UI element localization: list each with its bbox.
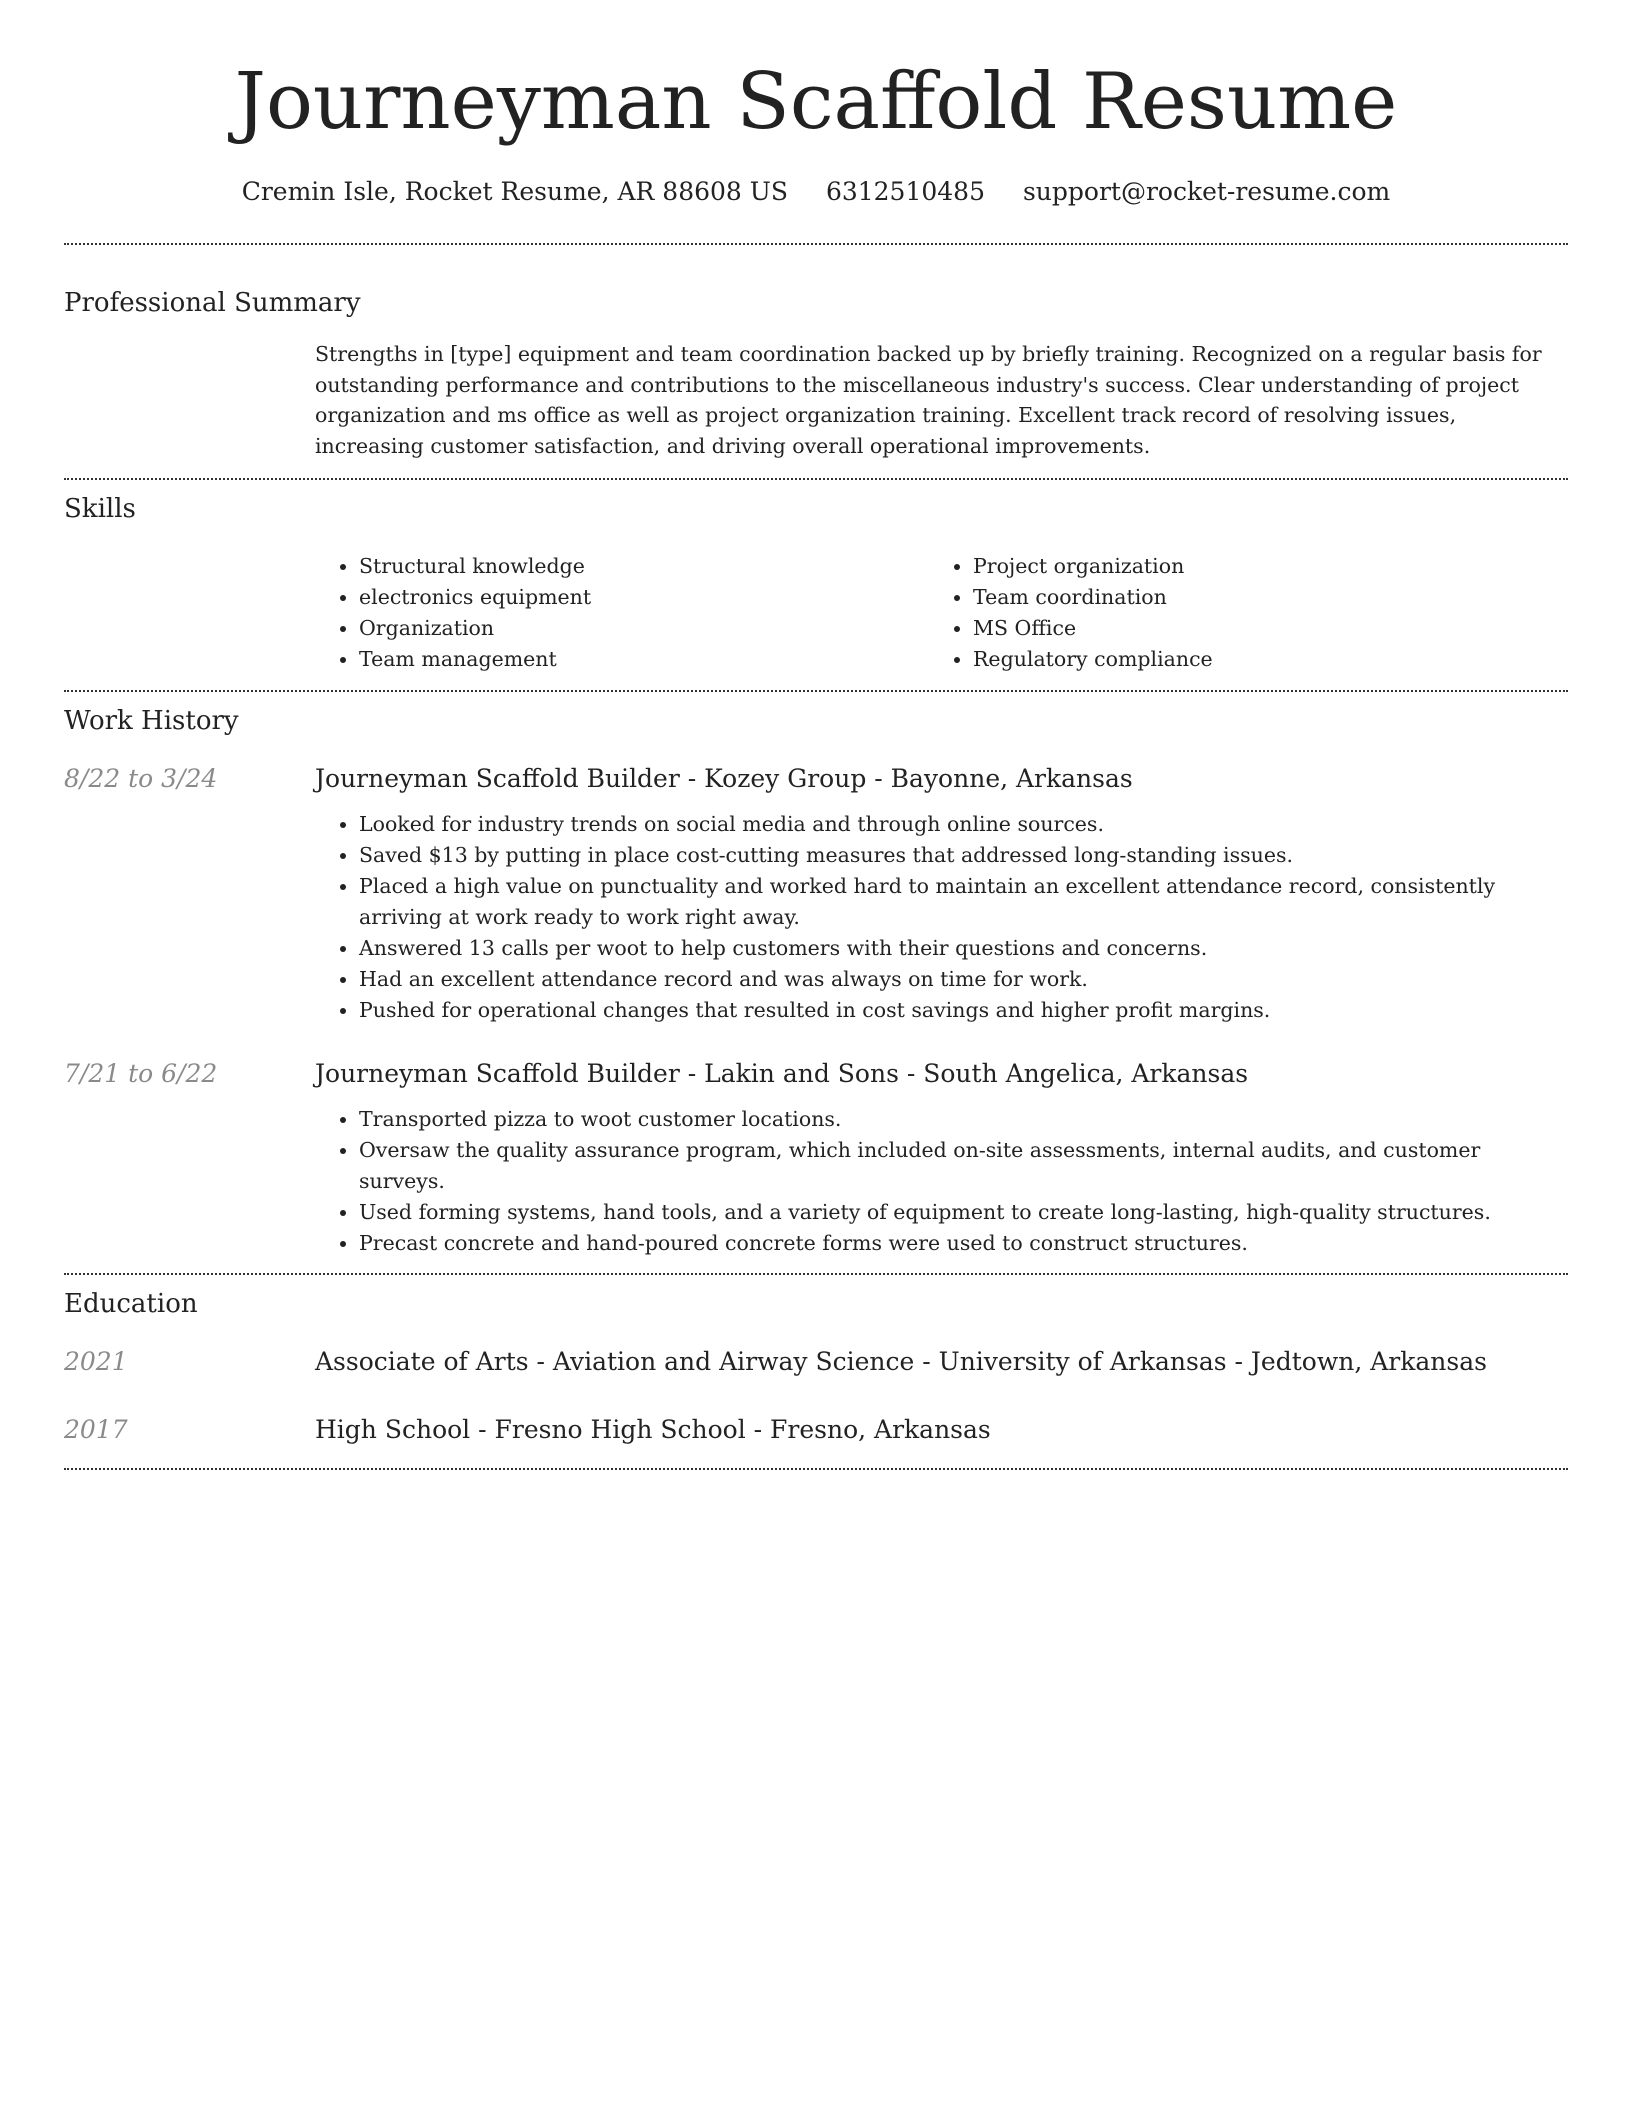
- skills-title: Skills: [64, 494, 136, 524]
- skills-list: [315, 551, 1568, 675]
- job-dates: 8/22 to 3/24: [64, 764, 218, 793]
- job-bullet: • Used forming systems, hand tools, and a variety of equipment to create long-lasting, high-quality structures.: [359, 1197, 1568, 1228]
- job-bullets: [315, 809, 1568, 1026]
- skill-item: • Team management: [359, 644, 929, 675]
- education-year: 2021: [64, 1347, 128, 1376]
- job-bullet: • Placed a high value on punctuality and worked hard to maintain an excellent attendance record, consistently arriving at work ready to work right away.: [359, 871, 1568, 933]
- job-entry: [64, 1056, 1568, 1259]
- section-divider: [64, 690, 1568, 692]
- job-bullet: • Oversaw the quality assurance program, which included on-site assessments, internal audits, and customer surveys.: [359, 1135, 1568, 1197]
- job-bullet: • Pushed for operational changes that resulted in cost savings and higher profit margins.: [359, 995, 1568, 1026]
- job-bullet: • Saved $13 by putting in place cost-cutting measures that addressed long-standing issues.: [359, 840, 1568, 871]
- education-entry: [64, 1412, 1568, 1448]
- skill-item: • MS Office: [973, 613, 1543, 644]
- skill-item: • Project organization: [973, 551, 1543, 582]
- education-title: Education: [64, 1289, 198, 1319]
- education-heading: Associate of Arts - Aviation and Airway Science - University of Arkansas - Jedtown, Arkansas: [315, 1347, 1487, 1376]
- work-history-title: Work History: [64, 706, 239, 736]
- skills-column-right: [929, 551, 1543, 675]
- summary-title: Professional Summary: [64, 288, 361, 318]
- job-bullet: • Looked for industry trends on social media and through online sources.: [359, 809, 1568, 840]
- education-body: [315, 1344, 1568, 1380]
- summary-section: [64, 285, 1568, 461]
- job-bullet: • Answered 13 calls per woot to help customers with their questions and concerns.: [359, 933, 1568, 964]
- contact-email: support@rocket-resume.com: [1022, 177, 1391, 206]
- summary-text: Strengths in [type] equipment and team coordination backed up by briefly training. Recognized on a regular basis for outstanding performance and contributions to the miscellaneous industry's success. Clear understanding of project organization and ms office as well as project organization training. Excellent track record of resolving issues, increasing customer satisfaction, and driving overall operational improvements.: [315, 342, 1542, 458]
- contact-address: Cremin Isle, Rocket Resume, AR 88608 US: [241, 177, 788, 206]
- section-divider: [64, 478, 1568, 480]
- job-body: [315, 761, 1568, 1026]
- skill-item: • Organization: [359, 613, 929, 644]
- job-dates: 7/21 to 6/22: [64, 1059, 218, 1088]
- education-body: [315, 1412, 1568, 1448]
- skill-item: • Team coordination: [973, 582, 1543, 613]
- skill-item: • Regulatory compliance: [973, 644, 1543, 675]
- education-section: [64, 1286, 1568, 1448]
- skills-column-left: [315, 551, 929, 675]
- job-heading: Journeyman Scaffold Builder - Lakin and Sons - South Angelica, Arkansas: [315, 1059, 1249, 1088]
- skill-item: • electronics equipment: [359, 582, 929, 613]
- job-entry: [64, 761, 1568, 1026]
- work-history-section: [64, 703, 1568, 1259]
- skills-section: [64, 491, 1568, 675]
- job-bullet: • Had an excellent attendance record and was always on time for work.: [359, 964, 1568, 995]
- contact-phone: 6312510485: [825, 177, 985, 206]
- resume-page: [64, 0, 1568, 1470]
- job-body: [315, 1056, 1568, 1259]
- job-heading: Journeyman Scaffold Builder - Kozey Group - Bayonne, Arkansas: [315, 764, 1133, 793]
- education-entry: [64, 1344, 1568, 1380]
- education-year: 2017: [64, 1415, 128, 1444]
- contact-line: [64, 174, 1568, 210]
- education-heading: High School - Fresno High School - Fresno, Arkansas: [315, 1415, 991, 1444]
- section-divider: [64, 1273, 1568, 1275]
- skill-item: • Structural knowledge: [359, 551, 929, 582]
- section-divider: [64, 243, 1568, 245]
- resume-name: Journeyman Scaffold Resume: [234, 57, 1398, 147]
- section-divider: [64, 1468, 1568, 1470]
- job-bullets: [315, 1104, 1568, 1259]
- job-bullet: • Precast concrete and hand-poured concrete forms were used to construct structures.: [359, 1228, 1568, 1259]
- job-bullet: • Transported pizza to woot customer locations.: [359, 1104, 1568, 1135]
